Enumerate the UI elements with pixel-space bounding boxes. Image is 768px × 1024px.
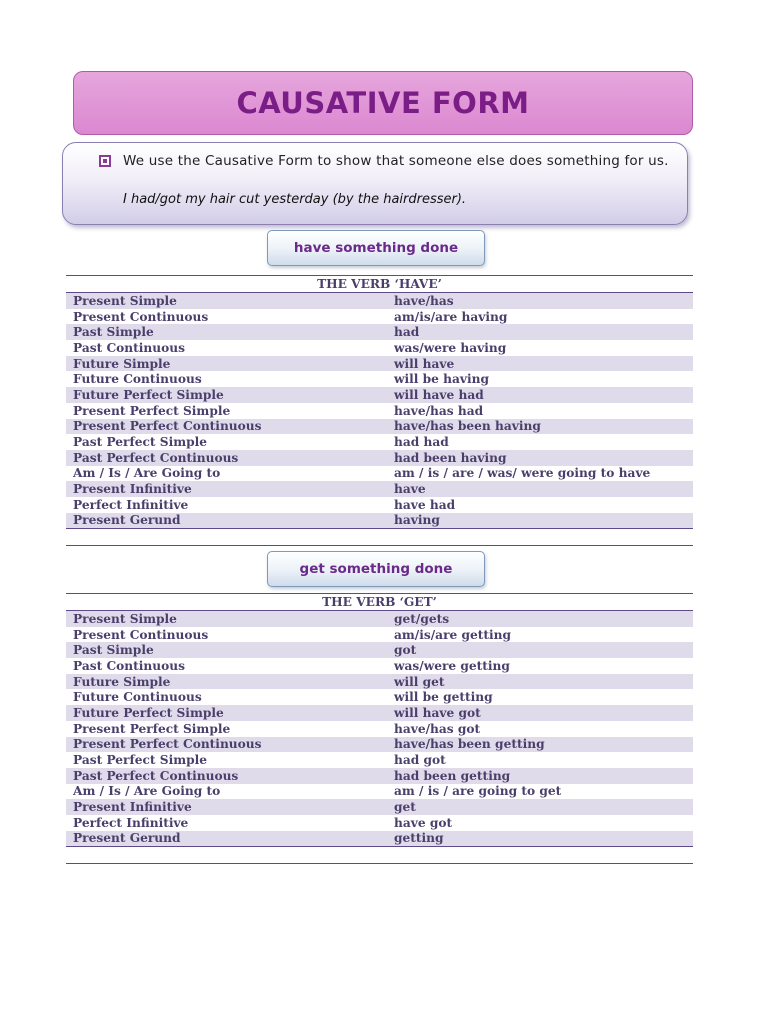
- verb-cell: get: [387, 799, 693, 815]
- form-cell: Present Gerund: [66, 831, 387, 847]
- form-cell: Present Simple: [66, 611, 387, 627]
- section-divider: [66, 863, 693, 864]
- table-row: [66, 627, 693, 643]
- form-cell: Present Continuous: [73, 627, 209, 642]
- form-cell: Past Perfect Continuous: [66, 450, 387, 466]
- verb-cell: am/is/are having: [394, 309, 508, 324]
- page-title: CAUSATIVE FORM: [236, 86, 530, 120]
- form-cell: Present Perfect Continuous: [66, 419, 387, 435]
- verb-cell: having: [387, 513, 693, 529]
- verb-cell: will have had: [387, 387, 693, 403]
- verb-cell: get/gets: [387, 611, 693, 627]
- table-header-row: [66, 594, 693, 611]
- verb-cell: have/has: [387, 293, 693, 309]
- form-cell: Past Simple: [66, 642, 387, 658]
- form-cell: Present Perfect Continuous: [66, 737, 387, 753]
- table-title: THE VERB ‘GET’: [66, 594, 693, 611]
- get-something-done-button: get something done: [267, 551, 485, 587]
- form-cell: Am / Is / Are Going to: [73, 784, 221, 799]
- form-cell: Present Perfect Simple: [73, 403, 231, 418]
- form-cell: Present Infinitive: [66, 799, 387, 815]
- verb-cell: got: [387, 642, 693, 658]
- verb-cell: had got: [394, 753, 446, 768]
- form-cell: Present Gerund: [66, 513, 387, 529]
- verb-cell: have/has been getting: [387, 737, 693, 753]
- verb-cell: have had: [394, 497, 456, 512]
- form-cell: Past Perfect Simple: [73, 753, 208, 768]
- table-row: [66, 642, 693, 658]
- verb-cell: have/has had: [394, 403, 484, 418]
- form-cell: Am / Is / Are Going to: [73, 466, 221, 481]
- form-cell: Past Simple: [66, 324, 387, 340]
- intro-text: We use the Causative Form to show that someone else does something for us.: [123, 153, 669, 169]
- form-cell: Present Continuous: [73, 309, 209, 324]
- table-row: [66, 371, 693, 387]
- form-cell: Past Continuous: [73, 340, 185, 355]
- table-row: [66, 752, 693, 768]
- intro-callout: [62, 142, 688, 225]
- verb-cell: will get: [387, 674, 693, 690]
- verb-cell: am / is / are going to get: [394, 784, 562, 799]
- table-row: [66, 387, 693, 403]
- verb-cell: will have: [387, 356, 693, 372]
- verb-cell: have: [387, 481, 693, 497]
- verb-cell: have/has got: [394, 721, 481, 736]
- form-cell: Future Perfect Simple: [66, 705, 387, 721]
- form-cell: Future Simple: [66, 356, 387, 372]
- have-something-done-button: have something done: [267, 230, 485, 266]
- table-row: [66, 309, 693, 325]
- form-cell: Perfect Infinitive: [73, 815, 189, 830]
- table-row: [66, 513, 693, 529]
- verb-cell: had: [387, 324, 693, 340]
- table-row: [66, 324, 693, 340]
- table-row: [66, 784, 693, 800]
- table-row: [66, 674, 693, 690]
- verb-cell: getting: [387, 831, 693, 847]
- table-row: [66, 705, 693, 721]
- form-cell: Present Infinitive: [66, 481, 387, 497]
- form-cell: Present Perfect Simple: [73, 721, 231, 736]
- table-row: [66, 356, 693, 372]
- form-cell: Future Continuous: [73, 690, 202, 705]
- have-verb-table: [66, 275, 693, 529]
- table-row: [66, 481, 693, 497]
- table-row: [66, 737, 693, 753]
- form-cell: Future Simple: [66, 674, 387, 690]
- table-row: [66, 721, 693, 737]
- table-row: [66, 689, 693, 705]
- verb-cell: am/is/are getting: [394, 627, 512, 642]
- verb-cell: will have got: [387, 705, 693, 721]
- square-bullet-icon: [99, 155, 111, 167]
- table-row: [66, 340, 693, 356]
- verb-cell: had had: [394, 435, 449, 450]
- table-row: [66, 799, 693, 815]
- table-header-row: [66, 276, 693, 293]
- verb-cell: will be getting: [394, 690, 493, 705]
- table-row: [66, 466, 693, 482]
- form-cell: Past Perfect Continuous: [66, 768, 387, 784]
- table-row: [66, 450, 693, 466]
- form-cell: Present Simple: [66, 293, 387, 309]
- table-row: [66, 293, 693, 309]
- table-row: [66, 403, 693, 419]
- get-verb-table: [66, 593, 693, 847]
- table-row: [66, 497, 693, 513]
- verb-cell: was/were having: [394, 340, 507, 355]
- form-cell: Past Continuous: [73, 658, 185, 673]
- verb-cell: had been having: [387, 450, 693, 466]
- table-row: [66, 768, 693, 784]
- table-row: [66, 434, 693, 450]
- verb-cell: had been getting: [387, 768, 693, 784]
- form-cell: Perfect Infinitive: [73, 497, 189, 512]
- verb-cell: have/has been having: [387, 419, 693, 435]
- table-row: [66, 658, 693, 674]
- verb-cell: will be having: [394, 372, 489, 387]
- verb-cell: have got: [394, 815, 453, 830]
- title-banner: [73, 71, 693, 135]
- section-divider: [66, 545, 693, 546]
- table-title: THE VERB ‘HAVE’: [66, 276, 693, 293]
- table-row: [66, 831, 693, 847]
- verb-cell: am / is / are / was/ were going to have: [394, 466, 651, 481]
- form-cell: Future Continuous: [73, 372, 202, 387]
- verb-cell: was/were getting: [394, 658, 510, 673]
- form-cell: Past Perfect Simple: [73, 435, 208, 450]
- form-cell: Future Perfect Simple: [66, 387, 387, 403]
- table-row: [66, 815, 693, 831]
- table-row: [66, 419, 693, 435]
- intro-example: I had/got my hair cut yesterday (by the hairdresser).: [123, 192, 467, 207]
- table-row: [66, 611, 693, 627]
